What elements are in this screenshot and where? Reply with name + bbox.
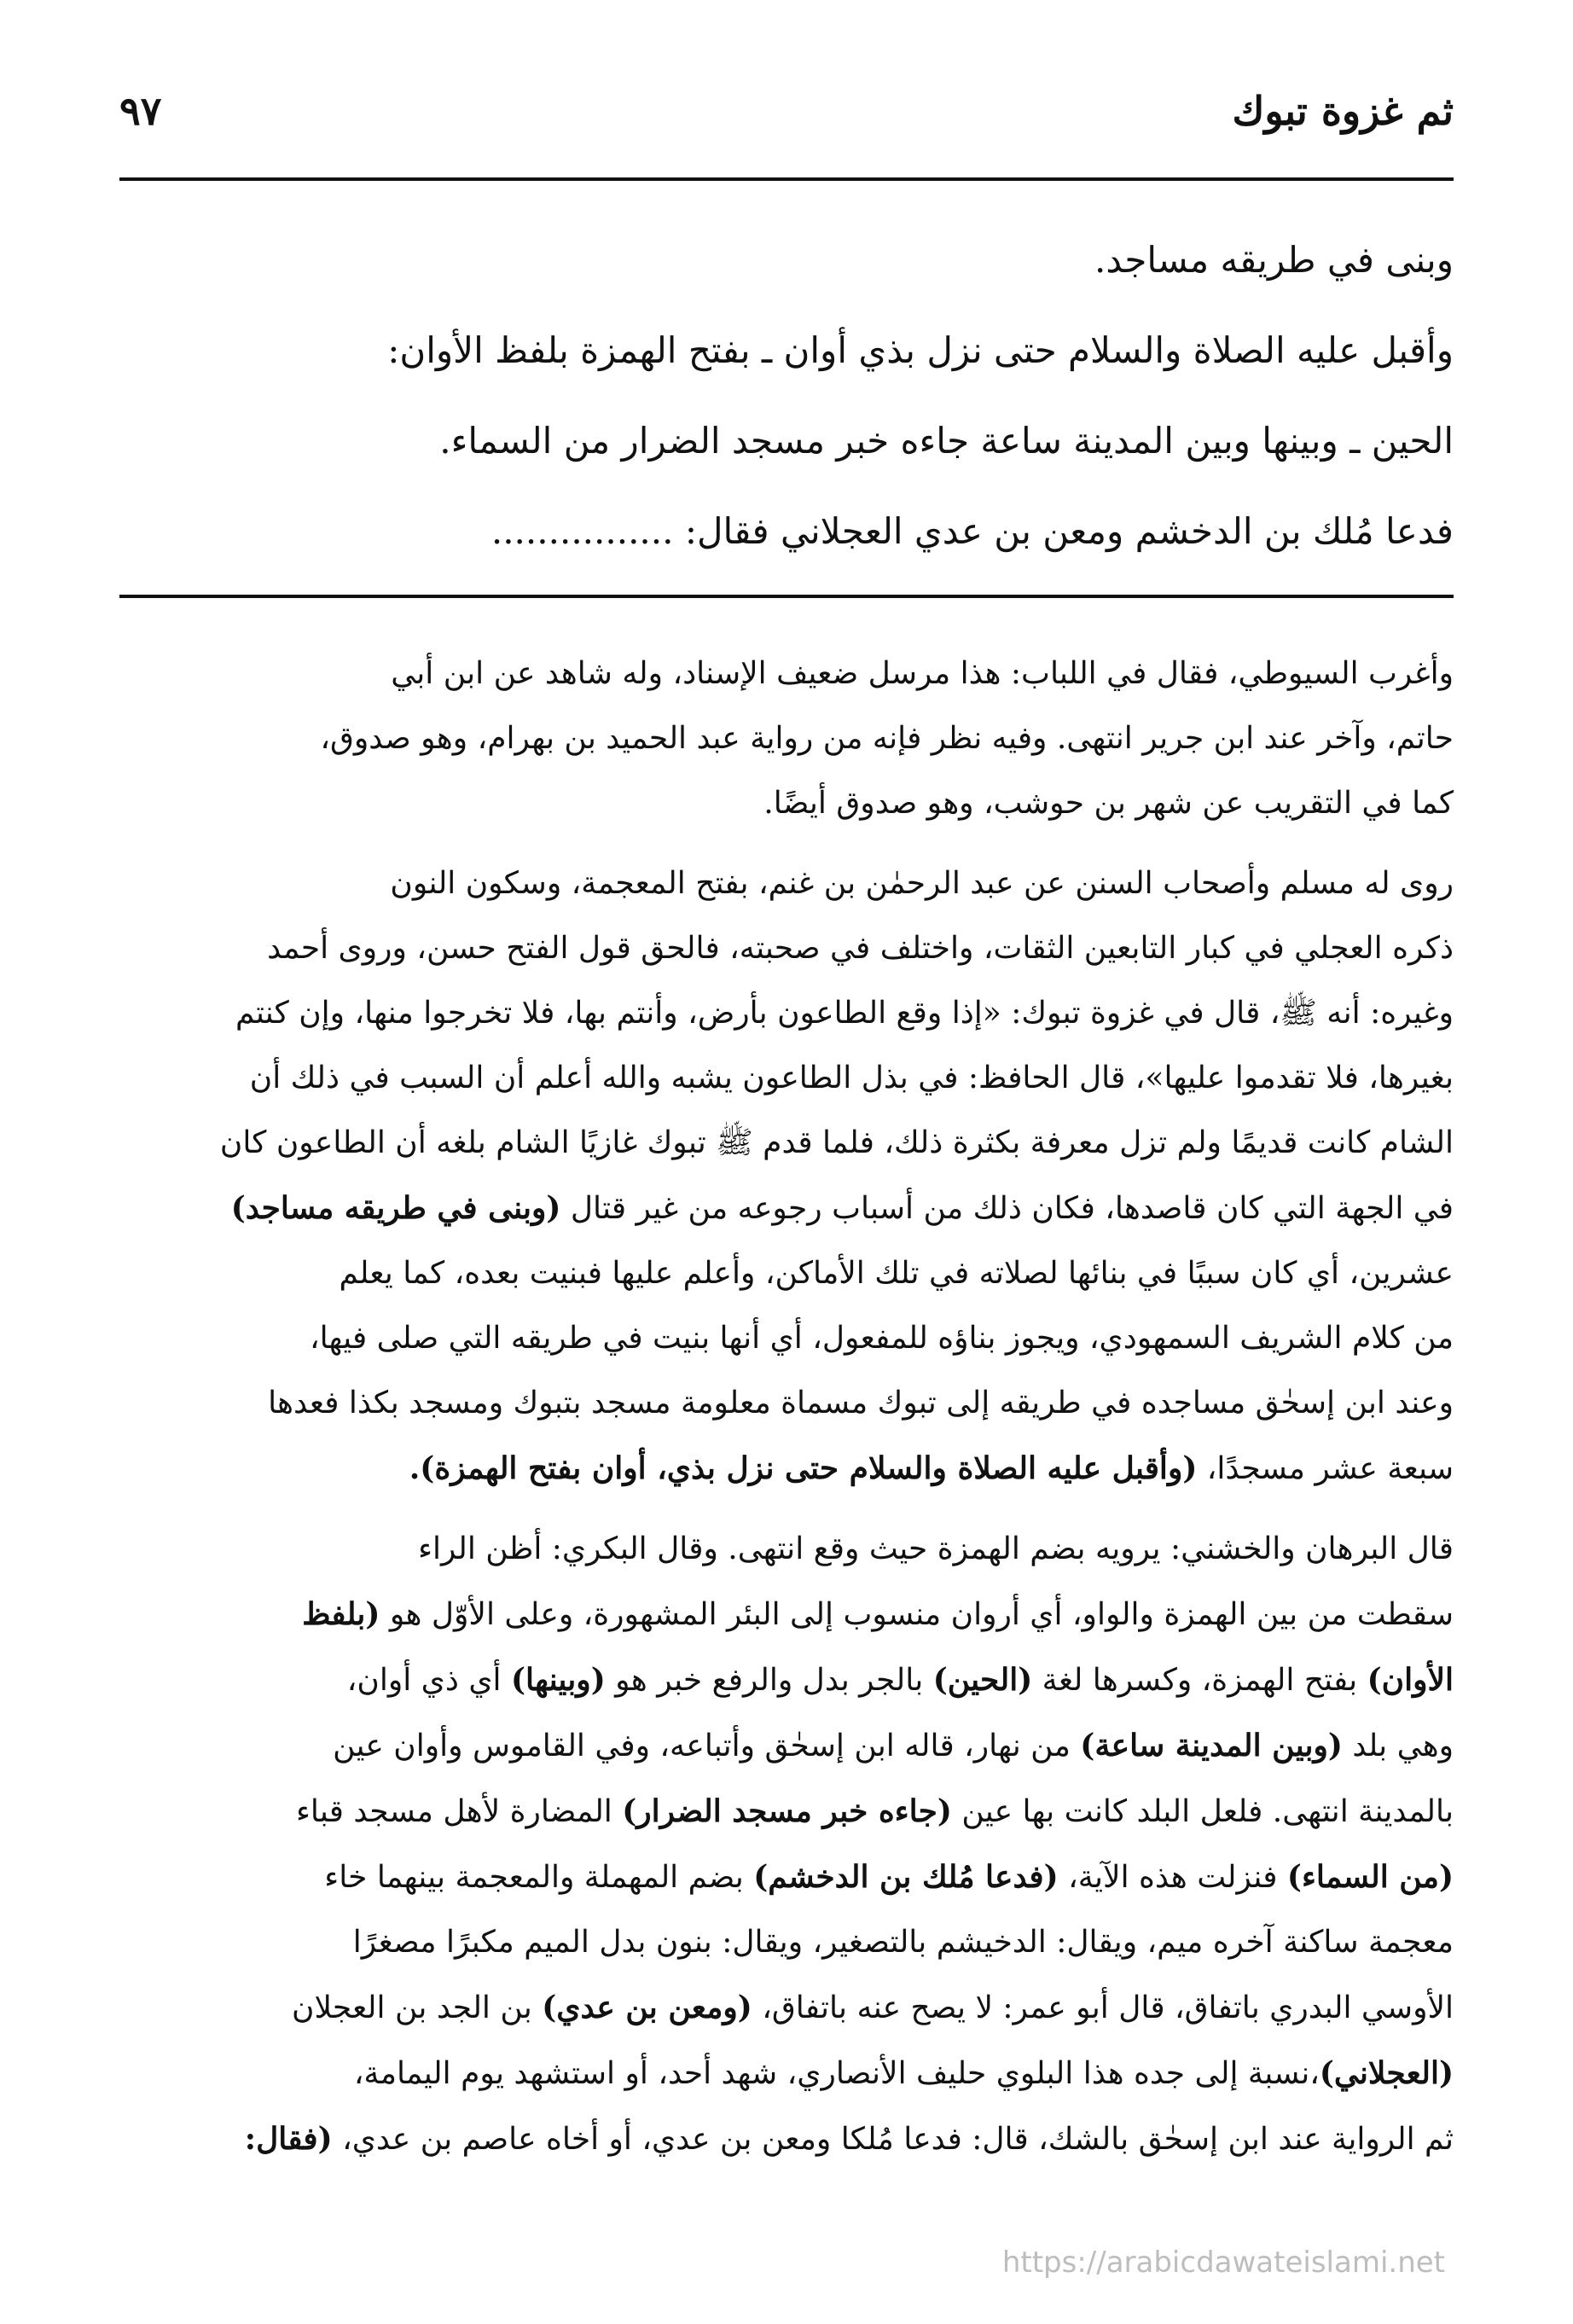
commentary-line [119, 1647, 1454, 1713]
commentary-text: بضم المهملة والمعجمة بينهما خاء [324, 1860, 754, 1895]
commentary-line [119, 1176, 1454, 1241]
commentary-text: بغيرها، فلا تقدموا عليها»، قال الحافظ: في بذل الطاعون يشبه والله أعلم أن السبب في ذلك أن [249, 1060, 1454, 1095]
commentary-line [119, 642, 1454, 706]
quoted-main-text: (العجلاني) [1319, 2055, 1454, 2091]
commentary-line [119, 771, 1454, 836]
commentary-text: وغيره: أنه ﷺ، قال في غزوة تبوك: «إذا وقع الطاعون بأرض، وأنتم بها، فلا تخرجوا منها، وإن كنتم [235, 996, 1454, 1031]
commentary-text: من نهار، قاله ابن إسحٰق وأتباعه، وفي القاموس وأوان عين [333, 1728, 1081, 1763]
quoted-main-text: (فقال: [244, 2121, 333, 2157]
commentary-line [119, 916, 1454, 981]
quoted-main-text: (وبنى في طريقه مساجد) [230, 1190, 561, 1226]
commentary-paragraph [119, 851, 1454, 1502]
commentary-text: بالمدينة انتهى. فلعل البلد كانت بها عين [951, 1794, 1454, 1829]
commentary-line [119, 851, 1454, 916]
commentary-text: أي ذي أوان، [346, 1663, 511, 1698]
commentary-line [119, 1517, 1454, 1582]
running-title: ثم غزوة تبوك [1232, 88, 1454, 134]
commentary-line [119, 1306, 1454, 1371]
quoted-main-text: (بلفظ [302, 1596, 380, 1632]
quoted-main-text: (جاءه خبر مسجد الضرار) [622, 1793, 952, 1829]
commentary-line [119, 1046, 1454, 1111]
commentary-text: بن الجد بن العجلان [292, 1990, 543, 2025]
commentary-line [119, 1975, 1454, 2041]
page-header [119, 81, 1454, 141]
commentary-text: قال البرهان والخشني: يرويه بضم الهمزة حيث وقع انتهى. وقال البكري: أظن الراء [418, 1531, 1454, 1566]
quoted-main-text: (فدعا مُلك بن الدخشم) [753, 1859, 1059, 1895]
commentary-section [119, 642, 1454, 2187]
commentary-text: في الجهة التي كان قاصدها، فكان ذلك من أسباب رجوعه من غير قتال [560, 1191, 1454, 1226]
commentary-text: ،نسبة إلى جده هذا البلوي حليف الأنصاري، شهد أحد، أو استشهد يوم اليمامة، [353, 2056, 1320, 2091]
quoted-main-text: (الحين) [932, 1662, 1033, 1698]
commentary-line [119, 981, 1454, 1046]
commentary-paragraph [119, 642, 1454, 836]
commentary-text: حاتم، وآخر عند ابن جرير انتهى. وفيه نظر فإنه من رواية عبد الحميد بن بهرام، وهو صدوق، [320, 721, 1454, 756]
commentary-text: ذكره العجلي في كبار التابعين الثقات، واختلف في صحبته، فالحق قول الفتح حسن، وروى أحمد [267, 931, 1454, 966]
commentary-text: كما في التقريب عن شهر بن حوشب، وهو صدوق أيضًا. [763, 786, 1454, 821]
watermark-url: https://arabicdawateislami.net [1001, 2246, 1445, 2280]
commentary-line [119, 706, 1454, 771]
commentary-line [119, 1371, 1454, 1436]
commentary-line [119, 1436, 1454, 1502]
quoted-main-text: (وبينها) [510, 1662, 606, 1698]
commentary-line [119, 1779, 1454, 1845]
commentary-text: بالجر بدل والرفع خبر هو [605, 1663, 933, 1698]
commentary-line [119, 1582, 1454, 1647]
commentary-line [119, 1845, 1454, 1910]
commentary-text: روى له مسلم وأصحاب السنن عن عبد الرحمٰن بن غنم، بفتح المعجمة، وسكون النون [390, 866, 1454, 901]
commentary-line [119, 1713, 1454, 1779]
commentary-text: المضارة لأهل مسجد قباء [295, 1794, 623, 1829]
commentary-text: فنزلت هذه الآية، [1058, 1860, 1287, 1895]
main-text-line: فدعا مُلك بن الدخشم ومعن بن عدي العجلاني فقال: ................ [490, 510, 1454, 552]
page-number: ٩٧ [119, 88, 162, 134]
main-text [119, 215, 1454, 577]
main-text-line: وبنى في طريقه مساجد. [1094, 239, 1454, 281]
quoted-main-text: الأوان) [1367, 1662, 1454, 1698]
commentary-text: سقطت من بين الهمزة والواو، أي أروان منسوب إلى البئر المشهورة، وعلى الأوّل هو [380, 1597, 1454, 1632]
commentary-paragraph [119, 1517, 1454, 2172]
commentary-line [119, 2041, 1454, 2106]
commentary-text: الشام كانت قديمًا ولم تزل معرفة بكثرة ذلك، فلما قدم ﷺ تبوك غازيًا الشام بلغه أن الطاعون كان [219, 1125, 1454, 1160]
main-text-line: الحين ـ وبينها وبين المدينة ساعة جاءه خبر مسجد الضرار من السماء. [439, 420, 1454, 462]
commentary-line [119, 1111, 1454, 1176]
commentary-text: وأغرب السيوطي، فقال في اللباب: هذا مرسل ضعيف الإسناد، وله شاهد عن ابن أبي [391, 656, 1454, 691]
commentary-text: بفتح الهمزة، وكسرها لغة [1032, 1663, 1367, 1698]
commentary-text: الأوسي البدري باتفاق، قال أبو عمر: لا يصح عنه باتفاق، [752, 1990, 1454, 2025]
commentary-line [119, 1241, 1454, 1306]
commentary-text: معجمة ساكنة آخره ميم، ويقال: الدخيشم بالتصغير، ويقال: بنون بدل الميم مكبرًا مصغرًا [352, 1925, 1454, 1960]
quoted-main-text: (وبين المدينة ساعة) [1080, 1728, 1343, 1763]
commentary-line [119, 2106, 1454, 2172]
commentary-line [119, 1910, 1454, 1975]
header-divider [119, 177, 1454, 181]
commentary-text: عشرين، أي كان سببًا في بنائها لصلاته في تلك الأماكن، وأعلم عليها فبنيت بعده، كما يعلم [339, 1256, 1454, 1291]
quoted-main-text: (وأقبل عليه الصلاة والسلام حتى نزل بذي، أوان بفتح الهمزة). [409, 1450, 1198, 1486]
commentary-text: وهي بلد [1342, 1728, 1454, 1763]
quoted-main-text: (من السماء) [1286, 1859, 1454, 1895]
main-text-line: وأقبل عليه الصلاة والسلام حتى نزل بذي أوان ـ بفتح الهمزة بلفظ الأوان: [387, 329, 1454, 371]
commentary-text: ثم الرواية عند ابن إسحٰق بالشك، قال: فدعا مُلكا ومعن بن عدي، أو أخاه عاصم بن عدي، [332, 2122, 1454, 2157]
commentary-text: وعند ابن إسحٰق مساجده في طريقه إلى تبوك مسماة معلومة مسجد بتبوك ومسجد بكذا فعدها [268, 1386, 1454, 1421]
quoted-main-text: (ومعن بن عدي) [542, 1990, 752, 2025]
commentary-text: سبعة عشر مسجدًا، [1197, 1451, 1454, 1486]
commentary-divider [119, 595, 1454, 598]
commentary-text: من كلام الشريف السمهودي، ويجوز بناؤه للمفعول، أي أنها بنيت في طريقه التي صلى فيها، [309, 1321, 1454, 1356]
